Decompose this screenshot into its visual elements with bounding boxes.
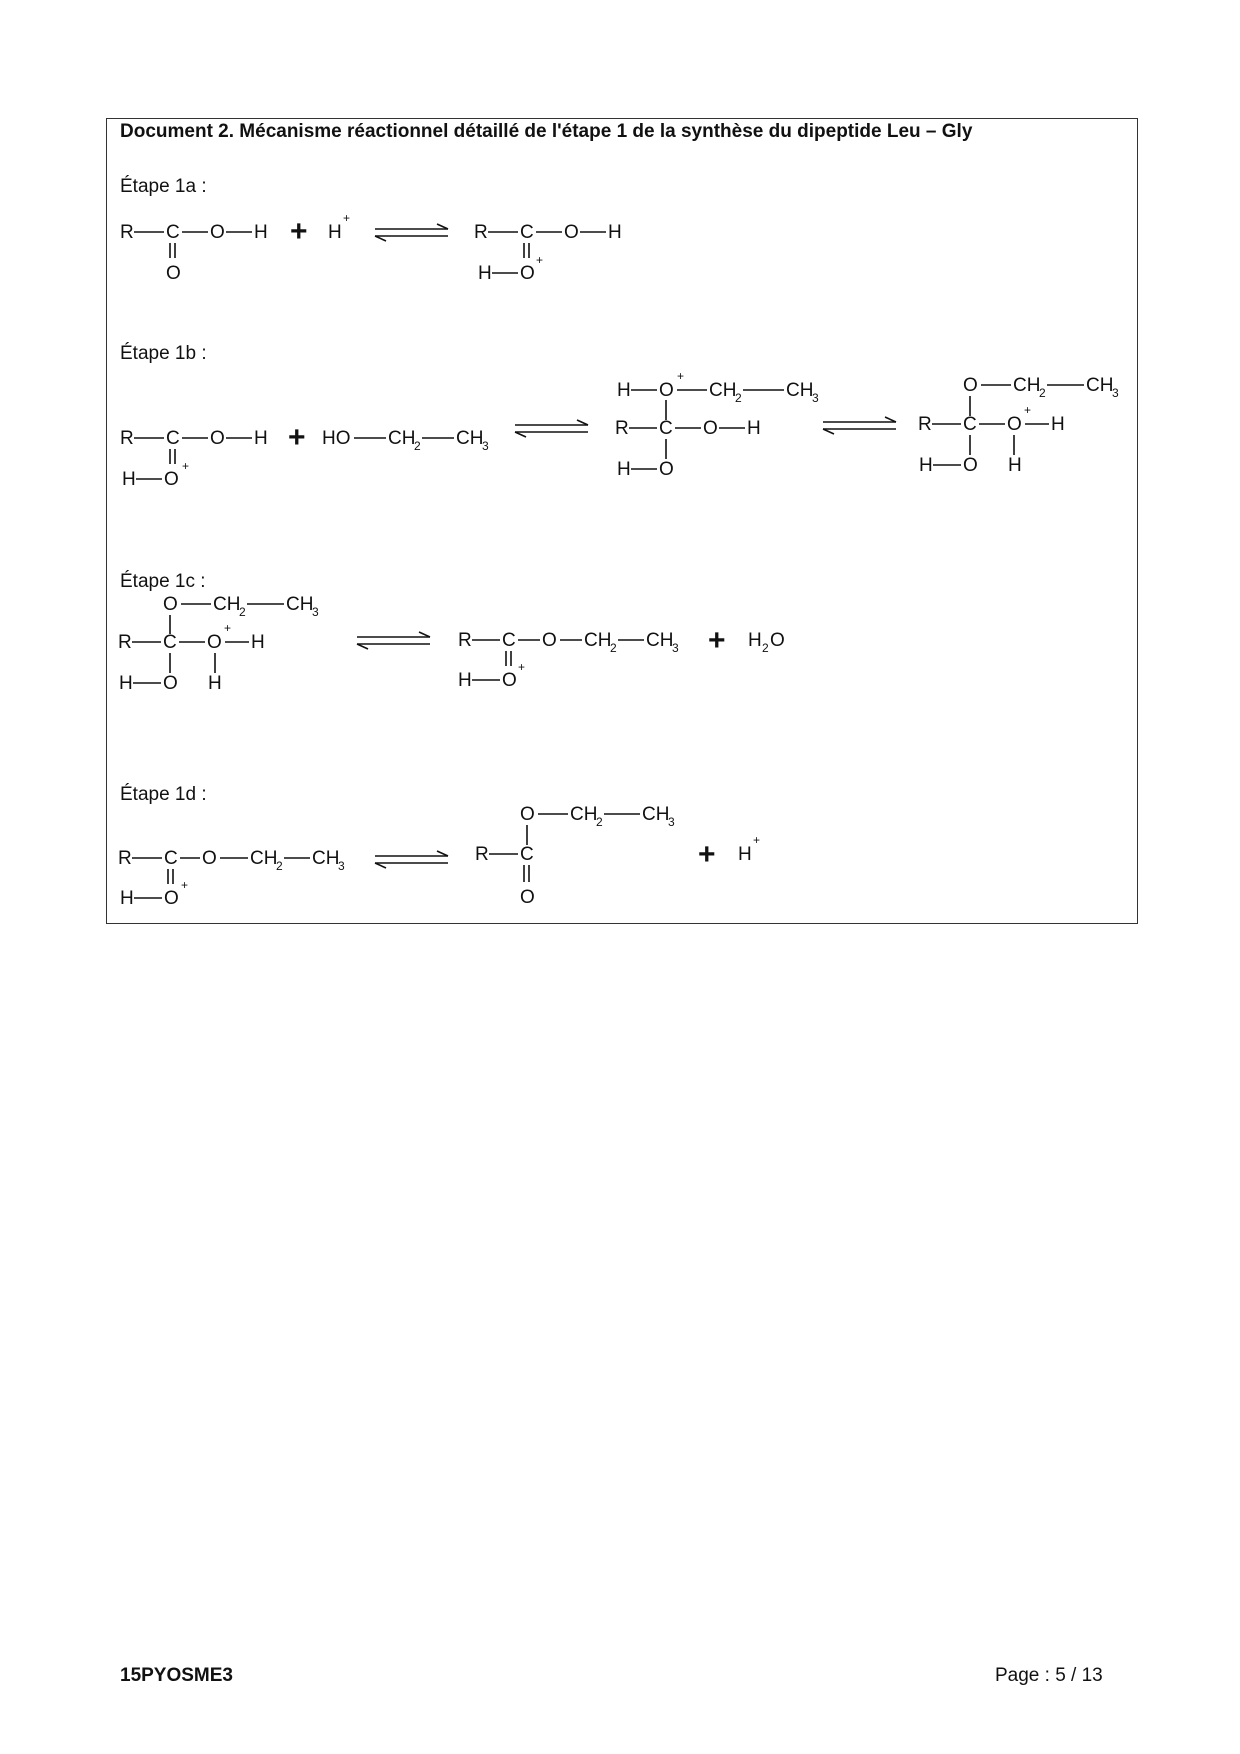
svg-text:O: O: [502, 670, 517, 691]
svg-text:2: 2: [239, 605, 246, 619]
step-1b-reactant-protonated-acid: [120, 428, 268, 490]
svg-text:H: H: [478, 263, 492, 284]
svg-text:C: C: [520, 222, 534, 243]
svg-text:2: 2: [1039, 386, 1046, 400]
svg-text:CH: CH: [646, 630, 674, 651]
svg-text:R: R: [118, 632, 132, 653]
plus-sign: +: [288, 421, 306, 454]
svg-text:H: H: [1008, 455, 1022, 476]
svg-text:R: R: [458, 630, 472, 651]
svg-text:C: C: [166, 222, 180, 243]
step-1d-reactant-protonated-ester: [118, 848, 345, 909]
svg-text:H: H: [738, 844, 752, 865]
svg-text:R: R: [118, 848, 132, 869]
svg-text:3: 3: [812, 391, 819, 405]
svg-text:3: 3: [668, 815, 675, 829]
svg-text:O: O: [164, 469, 179, 490]
plus-sign: +: [290, 215, 308, 248]
step-1a-proton: [328, 211, 350, 243]
svg-text:3: 3: [312, 605, 319, 619]
svg-text:2: 2: [414, 439, 421, 453]
svg-text:H: H: [617, 380, 631, 401]
step-1c-product-protonated-ester: [458, 630, 679, 691]
svg-text:C: C: [164, 848, 178, 869]
svg-text:+: +: [753, 833, 761, 847]
svg-text:H: H: [608, 222, 622, 243]
svg-text:CH: CH: [570, 804, 598, 825]
svg-text:H: H: [120, 888, 134, 909]
svg-text:O: O: [164, 888, 179, 909]
svg-text:+: +: [1024, 403, 1032, 417]
svg-text:O: O: [163, 673, 178, 694]
svg-text:C: C: [659, 418, 673, 439]
svg-text:HO: HO: [322, 428, 351, 449]
svg-text:+: +: [182, 459, 190, 473]
svg-text:H: H: [748, 630, 762, 651]
svg-text:+: +: [518, 660, 526, 674]
svg-text:CH: CH: [1086, 375, 1114, 396]
svg-text:CH: CH: [312, 848, 340, 869]
svg-text:C: C: [520, 844, 534, 865]
svg-text:O: O: [520, 804, 535, 825]
svg-text:CH: CH: [584, 630, 612, 651]
equilibrium-arrow: [375, 224, 448, 241]
svg-text:2: 2: [276, 859, 283, 873]
svg-text:O: O: [166, 263, 181, 284]
svg-text:H: H: [122, 469, 136, 490]
svg-text:C: C: [163, 632, 177, 653]
svg-text:H: H: [617, 459, 631, 480]
svg-text:+: +: [181, 878, 189, 892]
equilibrium-arrow: [823, 417, 896, 434]
svg-text:H: H: [119, 673, 133, 694]
svg-text:R: R: [475, 844, 489, 865]
svg-text:O: O: [659, 459, 674, 480]
svg-text:CH: CH: [456, 428, 484, 449]
svg-text:H: H: [458, 670, 472, 691]
svg-text:2: 2: [610, 641, 617, 655]
svg-text:R: R: [474, 222, 488, 243]
step-1c-label: Étape 1c :: [120, 571, 206, 592]
step-1d-proton: [738, 833, 760, 865]
step-1d-product-ester: [475, 804, 675, 908]
step-1a-product-protonated-acid: [474, 222, 622, 284]
svg-text:O: O: [520, 887, 535, 908]
svg-text:H: H: [919, 455, 933, 476]
svg-text:O: O: [163, 594, 178, 615]
step-1c-reactant-oxonium: [118, 594, 319, 694]
document-title: Document 2. Mécanisme réactionnel détaillé de l'étape 1 de la synthèse du dipeptide Leu – Gly: [120, 121, 973, 142]
step-1a-label: Étape 1a :: [120, 176, 207, 197]
svg-text:O: O: [520, 263, 535, 284]
svg-text:O: O: [207, 632, 222, 653]
svg-text:CH: CH: [286, 594, 314, 615]
step-1b-ethanol: [322, 428, 489, 453]
svg-text:H: H: [208, 673, 222, 694]
svg-text:H: H: [254, 222, 268, 243]
step-1b-intermediate-oxonium: [615, 369, 819, 480]
svg-text:R: R: [615, 418, 629, 439]
svg-text:CH: CH: [213, 594, 241, 615]
step-1b-product-oxonium: [918, 375, 1119, 476]
svg-text:3: 3: [482, 439, 489, 453]
svg-text:C: C: [502, 630, 516, 651]
svg-text:H: H: [254, 428, 268, 449]
svg-text:H: H: [1051, 414, 1065, 435]
svg-text:3: 3: [672, 641, 679, 655]
svg-text:O: O: [210, 428, 225, 449]
svg-text:O: O: [1007, 414, 1022, 435]
svg-text:O: O: [210, 222, 225, 243]
svg-text:H: H: [747, 418, 761, 439]
svg-text:+: +: [677, 369, 685, 383]
svg-text:R: R: [120, 222, 134, 243]
svg-text:H: H: [328, 222, 342, 243]
svg-text:CH: CH: [642, 804, 670, 825]
page-number: Page : 5 / 13: [995, 1665, 1103, 1686]
svg-text:O: O: [659, 380, 674, 401]
svg-text:3: 3: [1112, 386, 1119, 400]
plus-sign: +: [698, 838, 716, 871]
svg-text:O: O: [202, 848, 217, 869]
equilibrium-arrow: [357, 632, 430, 649]
svg-text:O: O: [703, 418, 718, 439]
step-1c-water: [748, 630, 785, 655]
svg-text:+: +: [536, 253, 544, 267]
svg-text:2: 2: [762, 641, 769, 655]
step-1d-label: Étape 1d :: [120, 784, 207, 805]
step-1a-reactant-acid: [120, 222, 268, 284]
svg-text:C: C: [963, 414, 977, 435]
equilibrium-arrow: [515, 420, 588, 437]
svg-text:CH: CH: [1013, 375, 1041, 396]
svg-text:O: O: [564, 222, 579, 243]
svg-text:3: 3: [338, 859, 345, 873]
svg-text:O: O: [963, 455, 978, 476]
svg-text:R: R: [918, 414, 932, 435]
svg-text:CH: CH: [388, 428, 416, 449]
svg-text:2: 2: [596, 815, 603, 829]
svg-text:CH: CH: [250, 848, 278, 869]
svg-text:+: +: [343, 211, 351, 225]
equilibrium-arrow: [375, 851, 448, 868]
svg-text:CH: CH: [709, 380, 737, 401]
svg-text:2: 2: [735, 391, 742, 405]
step-1b-label: Étape 1b :: [120, 343, 207, 364]
document-code: 15PYOSME3: [120, 1665, 233, 1686]
svg-text:H: H: [251, 632, 265, 653]
svg-text:R: R: [120, 428, 134, 449]
plus-sign: +: [708, 624, 726, 657]
svg-text:O: O: [963, 375, 978, 396]
svg-text:O: O: [542, 630, 557, 651]
svg-text:CH: CH: [786, 380, 814, 401]
svg-text:+: +: [224, 621, 232, 635]
svg-text:O: O: [770, 630, 785, 651]
svg-text:C: C: [166, 428, 180, 449]
